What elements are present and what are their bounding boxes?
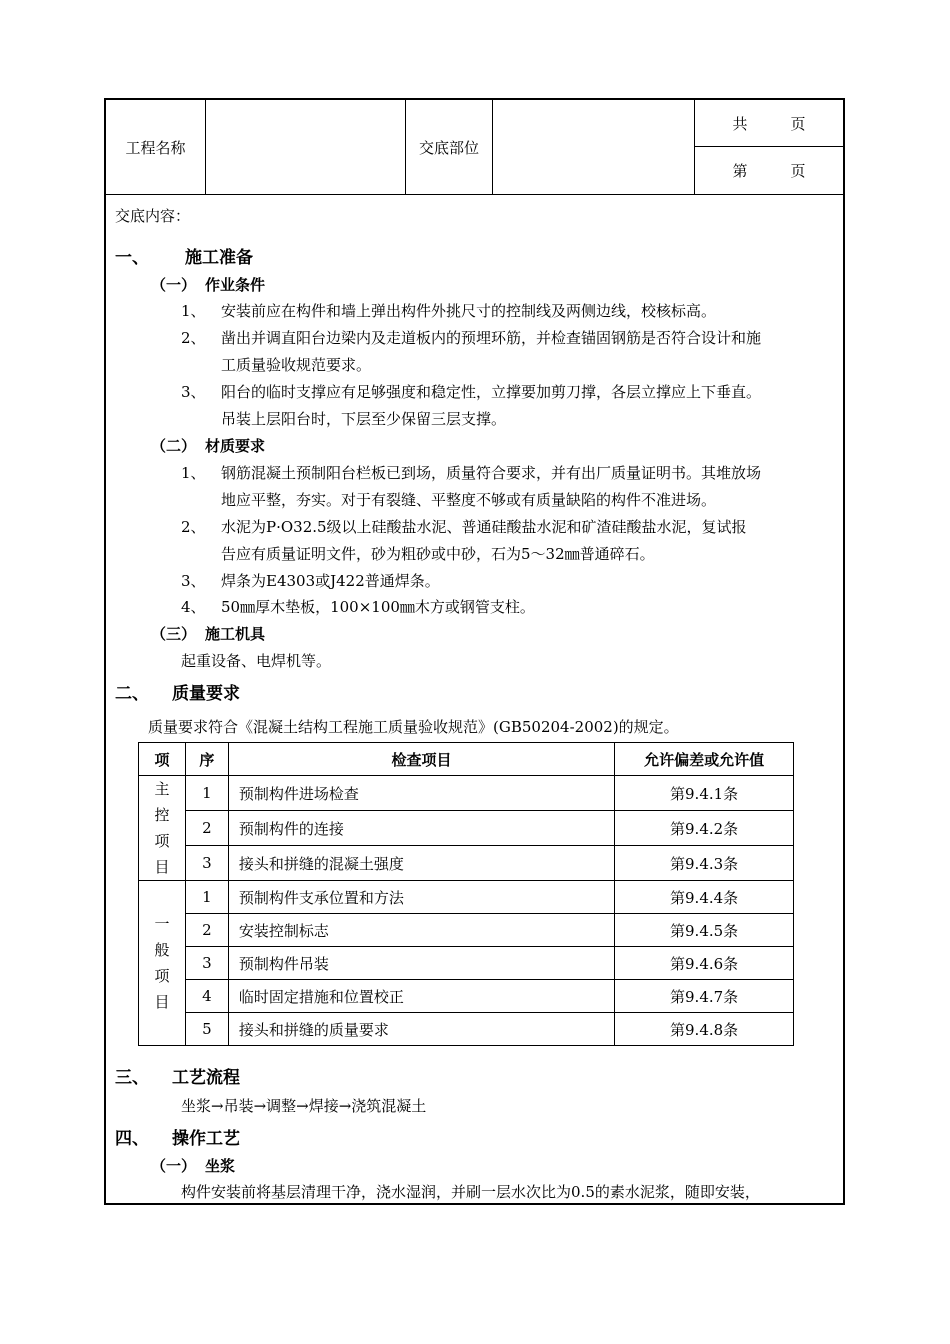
sub-4-1-number: （一） [151, 1157, 197, 1175]
item-number: 1、 [181, 302, 206, 320]
table-row: 主控项目 1 预制构件进场检查 第9.4.1条 [139, 776, 794, 811]
table-row: 5 接头和拼缝的质量要求 第9.4.8条 [139, 1013, 794, 1046]
item-text: 地应平整，夯实。对于有裂缝、平整度不够或有质量缺陷的构件不准进场。 [221, 491, 717, 509]
header-category: 项 [139, 743, 186, 776]
section-4-title: 操作工艺 [172, 1129, 240, 1149]
item-number: 3、 [181, 572, 206, 590]
process-flow: 坐浆→吊装→调整→焊接→浇筑混凝土 [181, 1097, 427, 1115]
sub-1-3-title: 施工机具 [205, 625, 266, 643]
group-general: 一般项目 [139, 881, 186, 1046]
item-text: 吊装上层阳台时，下层至少保留三层支撑。 [221, 410, 507, 428]
quality-table [138, 742, 794, 1046]
project-name-value[interactable] [206, 100, 405, 194]
content-label: 交底内容： [115, 207, 191, 225]
item-number: 2、 [181, 329, 206, 347]
grout-text: 构件安装前将基层清理干净，浇水湿润，并刷一层水次比为0.5的素水泥浆，随即安装， [181, 1183, 760, 1201]
sub-1-3-number: （三） [151, 625, 197, 643]
header-seq: 序 [185, 743, 228, 776]
table-row: 3 预制构件吊装 第9.4.6条 [139, 947, 794, 980]
section-1-number: 一、 [115, 248, 149, 268]
item-number: 4、 [181, 598, 206, 616]
item-text: 工质量验收规范要求。 [221, 356, 372, 374]
section-3-number: 三、 [115, 1068, 149, 1088]
sub-1-1-title: 作业条件 [205, 276, 266, 294]
section-2-number: 二、 [115, 684, 149, 704]
sub-1-2-number: （二） [151, 437, 197, 455]
item-text: 安装前应在构件和墙上弹出构件外挑尺寸的控制线及两侧边线，校核标高。 [221, 302, 717, 320]
table-header-row [139, 743, 794, 776]
section-3-title: 工艺流程 [172, 1068, 240, 1088]
sub-4-1-title: 坐浆 [205, 1157, 236, 1175]
sub-1-2-title: 材质要求 [205, 437, 266, 455]
table-row: 3 接头和拼缝的混凝土强度 第9.4.3条 [139, 846, 794, 881]
sub-1-1-number: （一） [151, 276, 197, 294]
project-name-label: 工程名称 [125, 138, 186, 157]
part-value[interactable] [493, 100, 694, 194]
part-label: 交底部位 [418, 138, 479, 157]
total-pages: 共 页 [732, 114, 806, 133]
item-text: 凿出并调直阳台边梁内及走道板内的预埋环筋，并检查锚固钢筋是否符合设计和施 [221, 329, 762, 347]
table-row: 一般项目 1 预制构件支承位置和方法 第9.4.4条 [139, 881, 794, 914]
item-text: 阳台的临时支撑应有足够强度和稳定性，立撑要加剪刀撑，各层立撑应上下垂直。 [221, 383, 762, 401]
group-main-control: 主控项目 [139, 776, 186, 881]
item-text: 焊条为E4303或J422普通焊条。 [221, 572, 440, 590]
item-text: 告应有质量证明文件，砂为粗砂或中砂，石为5～32㎜普通碎石。 [221, 545, 655, 563]
header-check-item: 检查项目 [228, 743, 614, 776]
item-number: 3、 [181, 383, 206, 401]
item-number: 2、 [181, 518, 206, 536]
item-text: 50㎜厚木垫板，100×100㎜木方或钢管支柱。 [221, 598, 535, 616]
item-number: 1、 [181, 464, 206, 482]
item-text: 钢筋混凝土预制阳台栏板已到场，质量符合要求，并有出厂质量证明书。其堆放场 [221, 464, 762, 482]
header-table [106, 100, 843, 195]
header-tolerance: 允许偏差或允许值 [615, 743, 794, 776]
quality-intro: 质量要求符合《混凝土结构工程施工质量验收规范》(GB50204-2002)的规定。 [148, 718, 679, 736]
item-text: 水泥为P·O32.5级以上硅酸盐水泥、普通硅酸盐水泥和矿渣硅酸盐水泥，复试报 [221, 518, 747, 536]
section-4-number: 四、 [115, 1129, 149, 1149]
tools-text: 起重设备、电焊机等。 [181, 652, 332, 670]
table-row: 2 安装控制标志 第9.4.5条 [139, 914, 794, 947]
table-row: 2 预制构件的连接 第9.4.2条 [139, 811, 794, 846]
table-row: 4 临时固定措施和位置校正 第9.4.7条 [139, 980, 794, 1013]
page-number: 第 页 [732, 161, 806, 180]
section-2-title: 质量要求 [172, 684, 240, 704]
section-1-title: 施工准备 [185, 248, 253, 268]
